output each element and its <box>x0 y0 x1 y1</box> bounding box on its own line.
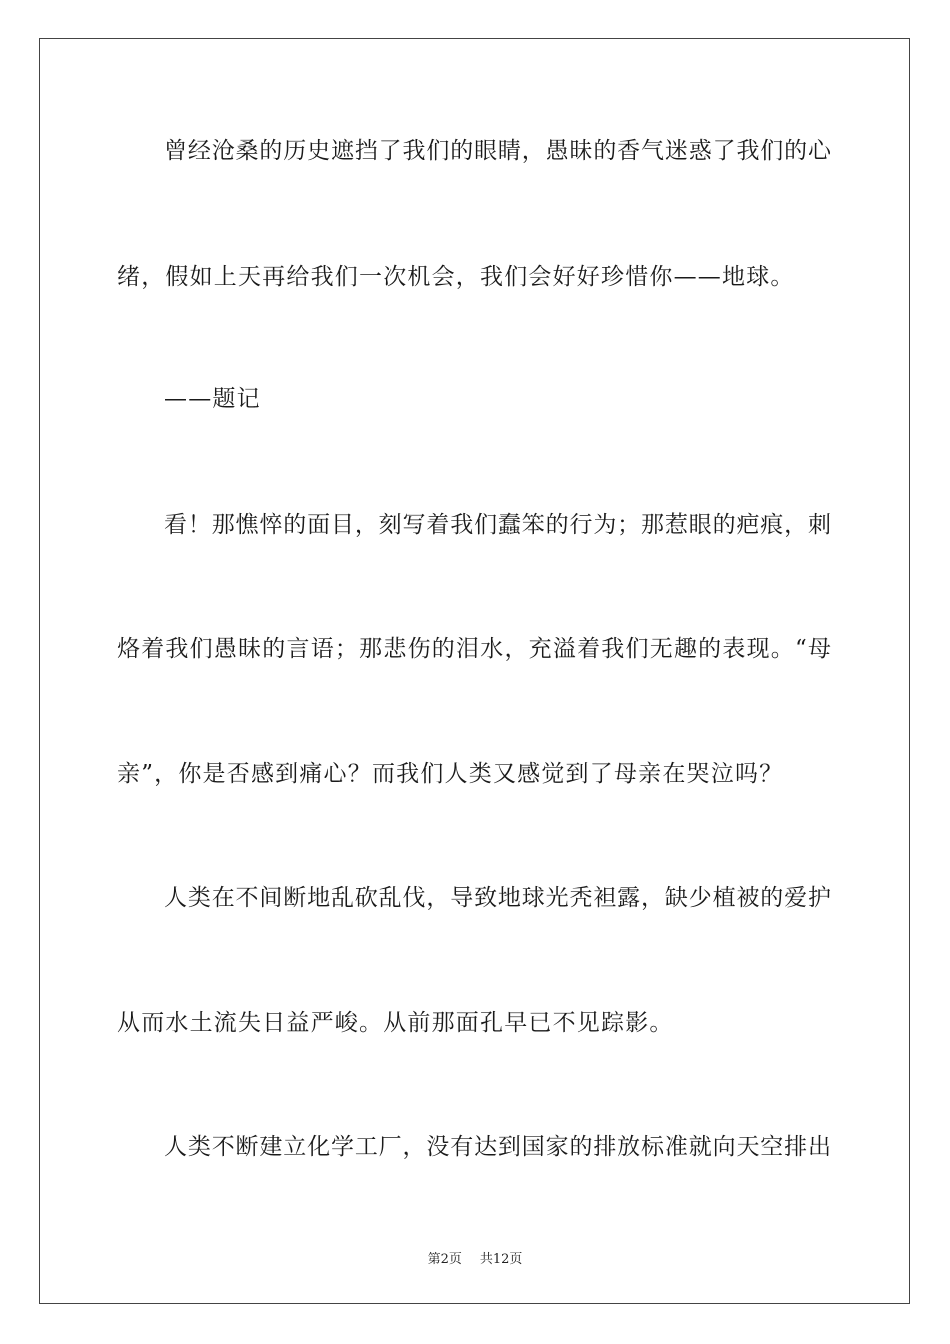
paragraph-line-7: 从而水土流失日益严峻。从前那面孔早已不见踪影。 <box>117 1010 674 1036</box>
page-frame <box>39 38 910 1304</box>
paragraph-line-4: 烙着我们愚昧的言语；那悲伤的泪水，充溢着我们无趣的表现。“母 <box>117 636 831 662</box>
page-footer <box>0 1248 950 1267</box>
paragraph-line-8: 人类不断建立化学工厂，没有达到国家的排放标准就向天空排出 <box>164 1134 831 1160</box>
epigraph-attribution: ——题记 <box>164 386 261 412</box>
page-total: 共12页 <box>479 1252 523 1267</box>
paragraph-line-3: 看！那憔悴的面目，刻写着我们蠢笨的行为；那惹眼的疤痕，刺 <box>164 512 831 538</box>
paragraph-line-6: 人类在不间断地乱砍乱伐，导致地球光秃袒露，缺少植被的爱护 <box>164 885 831 911</box>
paragraph-line-2: 绪，假如上天再给我们一次机会，我们会好好珍惜你——地球。 <box>117 264 795 290</box>
page-number: 第2页 <box>427 1252 462 1267</box>
paragraph-line-1: 曾经沧桑的历史遮挡了我们的眼睛，愚昧的香气迷惑了我们的心 <box>164 138 831 164</box>
paragraph-line-5: 亲”，你是否感到痛心？而我们人类又感觉到了母亲在哭泣吗？ <box>117 761 784 787</box>
